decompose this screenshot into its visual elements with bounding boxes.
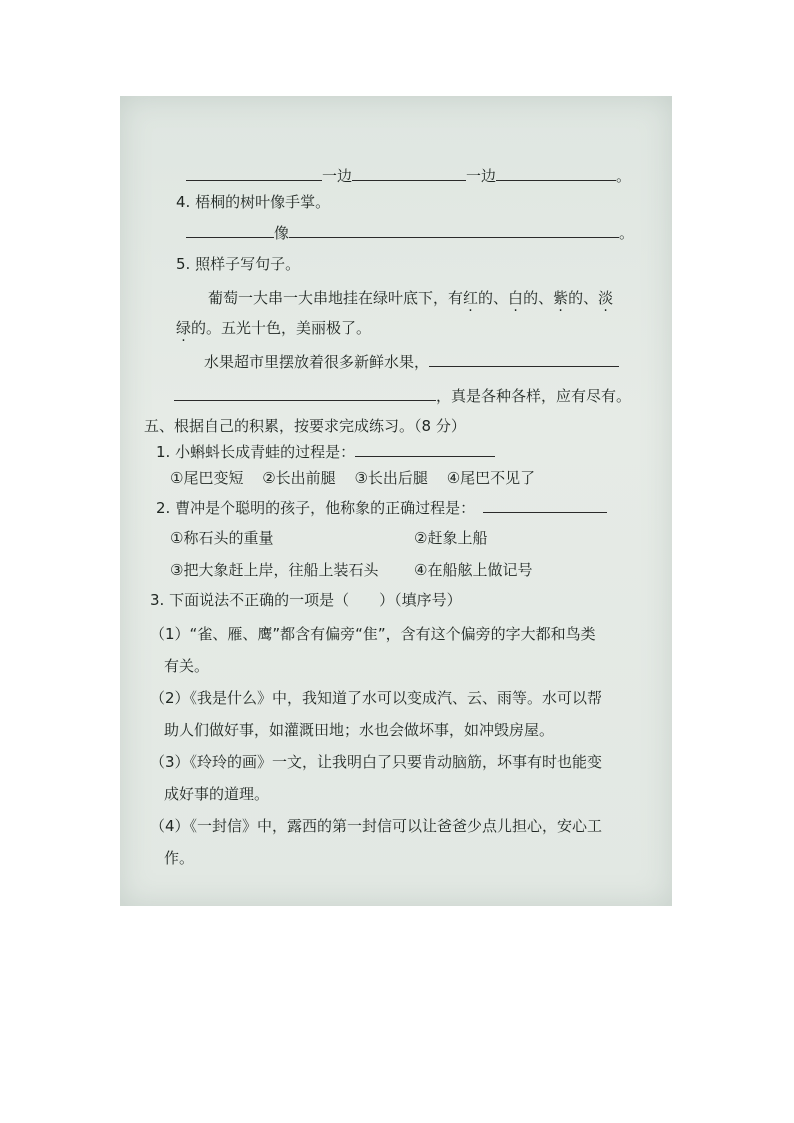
option: ②长出前腿 — [262, 469, 336, 487]
answer-blank[interactable] — [429, 352, 619, 367]
yibian-text: 一边 — [322, 167, 353, 185]
section5-title: 五、根据自己的积累，按要求完成练习。（8 分） — [144, 417, 466, 435]
q3-item2-line2: 助人们做好事，如灌溉田地；水也会做坏事，如冲毁房屋。 — [164, 721, 555, 739]
q5-tail-line — [174, 386, 631, 406]
q3-item1-line1: （1）“雀、雁、鹰”都含有偏旁“隹”，含有这个偏旁的字大都和鸟类 — [150, 625, 596, 643]
answer-blank[interactable] — [352, 166, 466, 181]
answer-blank[interactable] — [186, 223, 274, 238]
worksheet-photo — [120, 96, 672, 906]
sec5-q2-option1: ①称石头的重量 — [170, 529, 274, 547]
sec5-q2-line — [156, 498, 607, 518]
sec5-q1-options — [170, 468, 535, 488]
example-text: 的、 — [568, 289, 599, 307]
example-text: 的。五光十色，美丽极了。 — [191, 319, 372, 337]
answer-blank[interactable] — [496, 166, 616, 181]
q3-item3-line2: 成好事的道理。 — [164, 785, 270, 803]
example-text: 的、 — [478, 289, 509, 307]
tail-text: ，真是各种各样，应有尽有。 — [436, 387, 632, 405]
sec5-q2-option4: ④在船舷上做记号 — [414, 561, 533, 579]
answer-blank[interactable] — [289, 223, 619, 238]
answer-blank[interactable] — [483, 498, 607, 513]
q3-item4-line2: 作。 — [164, 849, 195, 867]
question-text: 2. 曹冲是个聪明的孩子，他称象的正确过程是： — [156, 499, 476, 517]
q3-item2-line1: （2）《我是什么》中，我知道了水可以变成汽、云、雨等。水可以帮 — [150, 689, 603, 707]
q4-answer-line — [186, 223, 634, 243]
question-text: 1. 小蝌蚪长成青蛙的过程是： — [156, 443, 356, 461]
dotted-word: 绿 — [176, 319, 192, 337]
q5-prompt-line — [204, 352, 619, 372]
option: ①尾巴变短 — [170, 469, 244, 487]
period: 。 — [616, 167, 632, 185]
q3-item4-line1: （4）《一封信》中，露西的第一封信可以让爸爸少点儿担心，安心工 — [150, 817, 603, 835]
q5-example-line1 — [208, 288, 613, 308]
q3-item3-line1: （3）《玲玲的画》一文，让我明白了只要肯动脑筋，坏事有时也能变 — [150, 753, 603, 771]
answer-blank[interactable] — [355, 442, 495, 457]
q4-label: 4. 梧桐的树叶像手掌。 — [176, 193, 331, 211]
answer-blank[interactable] — [186, 166, 322, 181]
q5-example-line2 — [176, 318, 371, 338]
sec5-q1-line — [156, 442, 495, 462]
sec5-q2-option3: ③把大象赶上岸，往船上装石头 — [170, 561, 379, 579]
dotted-word: 红 — [463, 289, 479, 307]
xiang-text: 像 — [274, 224, 290, 242]
dotted-word: 淡 — [598, 289, 614, 307]
sec5-q3-line: 3. 下面说法不正确的一项是（ ）（填序号） — [150, 591, 462, 609]
answer-blank[interactable] — [174, 386, 436, 401]
q3-item1-line2: 有关。 — [164, 657, 210, 675]
option: ④尾巴不见了 — [446, 469, 536, 487]
prompt-text: 水果超市里摆放着很多新鲜水果， — [204, 353, 430, 371]
q5-label: 5. 照样子写句子。 — [176, 255, 301, 273]
sec5-q2-option2: ②赶象上船 — [414, 529, 488, 547]
example-text: 葡萄一大串一大串地挂在绿叶底下，有 — [208, 289, 464, 307]
example-text: 的、 — [523, 289, 554, 307]
option: ③长出后腿 — [354, 469, 428, 487]
dotted-word: 紫 — [553, 289, 569, 307]
yibian-text: 一边 — [466, 167, 497, 185]
dotted-word: 白 — [508, 289, 524, 307]
q3-fragment-line — [186, 166, 631, 186]
period: 。 — [619, 224, 635, 242]
